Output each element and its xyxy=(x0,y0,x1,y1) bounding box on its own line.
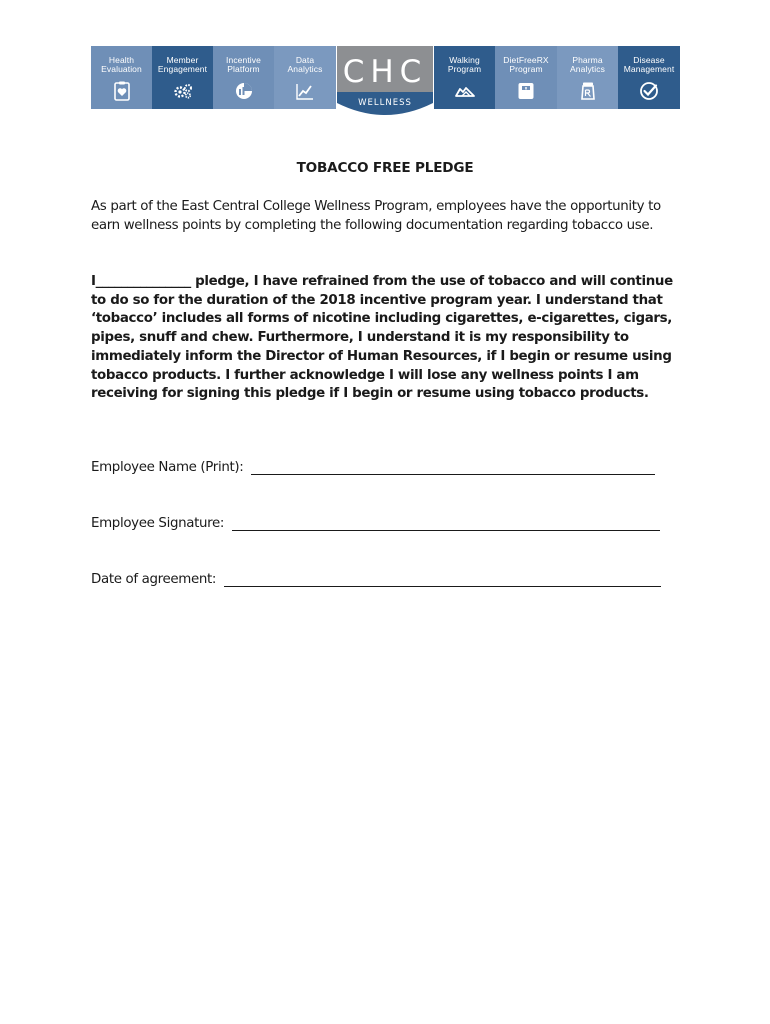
pledge-statement: I_______________ pledge, I have refrained from the use of tobacco and will continue to do so for the duration of the 2018 incentive program year. I understand that ‘tobacco’ includes all forms of nicotine including cigarettes, e-cigarettes, cigars, pipes, snuff and chew. Furthermore, I understand it is my responsibility to immediately inform the Director of Human Resources, if I begin or resume using tobacco products. I further acknowledge I will lose any wellness points I am receiving for signing this pledge if I begin or resume using tobacco products. xyxy=(91,274,673,402)
shoe-icon xyxy=(454,80,476,102)
employee-name-field xyxy=(91,458,655,478)
tile-label: Program xyxy=(447,64,482,74)
date-of-agreement-line[interactable] xyxy=(224,572,661,587)
tile-member-engagement xyxy=(152,46,213,109)
tile-label: Analytics xyxy=(570,64,605,74)
tile-label: Data xyxy=(295,55,315,65)
date-of-agreement-field xyxy=(91,570,661,590)
page-title: TOBACCO FREE PLEDGE xyxy=(296,160,474,176)
tile-pharma-analytics xyxy=(557,46,618,109)
tile-label: Analytics xyxy=(287,64,323,74)
line-chart-icon xyxy=(294,80,316,102)
employee-signature-field xyxy=(91,514,660,534)
clipboard-heart-icon xyxy=(111,80,133,102)
tile-disease-management xyxy=(618,46,680,109)
employee-name-line[interactable] xyxy=(251,460,655,475)
tile-label: Member xyxy=(166,55,199,65)
tile-label: Health xyxy=(108,55,135,65)
employee-signature-line[interactable] xyxy=(232,516,660,531)
tile-label: Evaluation xyxy=(101,64,142,74)
intro-paragraph: As part of the East Central College Wellness Program, employees have the opportunity to earn wellness points by completing the following documentation regarding tobacco use. xyxy=(91,199,661,233)
tile-label: Management xyxy=(623,64,675,74)
tile-label: Walking xyxy=(449,55,480,65)
logo-tagline: WELLNESS xyxy=(358,98,412,108)
tile-label: Incentive xyxy=(226,55,261,65)
check-circle-icon xyxy=(638,80,660,102)
tile-data-analytics xyxy=(274,46,336,109)
tile-label: DietFreeRX xyxy=(503,55,549,65)
wellness-banner xyxy=(91,46,680,110)
tile-label: Program xyxy=(509,64,543,74)
employee-signature-label: Employee Signature: xyxy=(91,516,225,531)
tile-dietfreerx-program xyxy=(495,46,557,109)
date-of-agreement-label: Date of agreement: xyxy=(91,572,217,587)
tile-label: Pharma xyxy=(572,55,603,65)
tile-label: Engagement xyxy=(157,64,208,74)
scale-icon xyxy=(515,80,537,102)
logo-letters: CHC xyxy=(342,54,428,90)
tile-incentive-platform xyxy=(213,46,274,109)
pie-chart-icon xyxy=(233,80,255,102)
pill-bottle-icon xyxy=(577,80,599,102)
chc-wellness-logo xyxy=(336,45,434,121)
tile-health-evaluation xyxy=(91,46,152,109)
employee-name-label: Employee Name (Print): xyxy=(91,460,244,475)
gears-icon xyxy=(172,80,194,102)
tile-label: Platform xyxy=(227,64,260,74)
tile-label: Disease xyxy=(633,55,665,65)
tile-walking-program xyxy=(434,46,495,109)
